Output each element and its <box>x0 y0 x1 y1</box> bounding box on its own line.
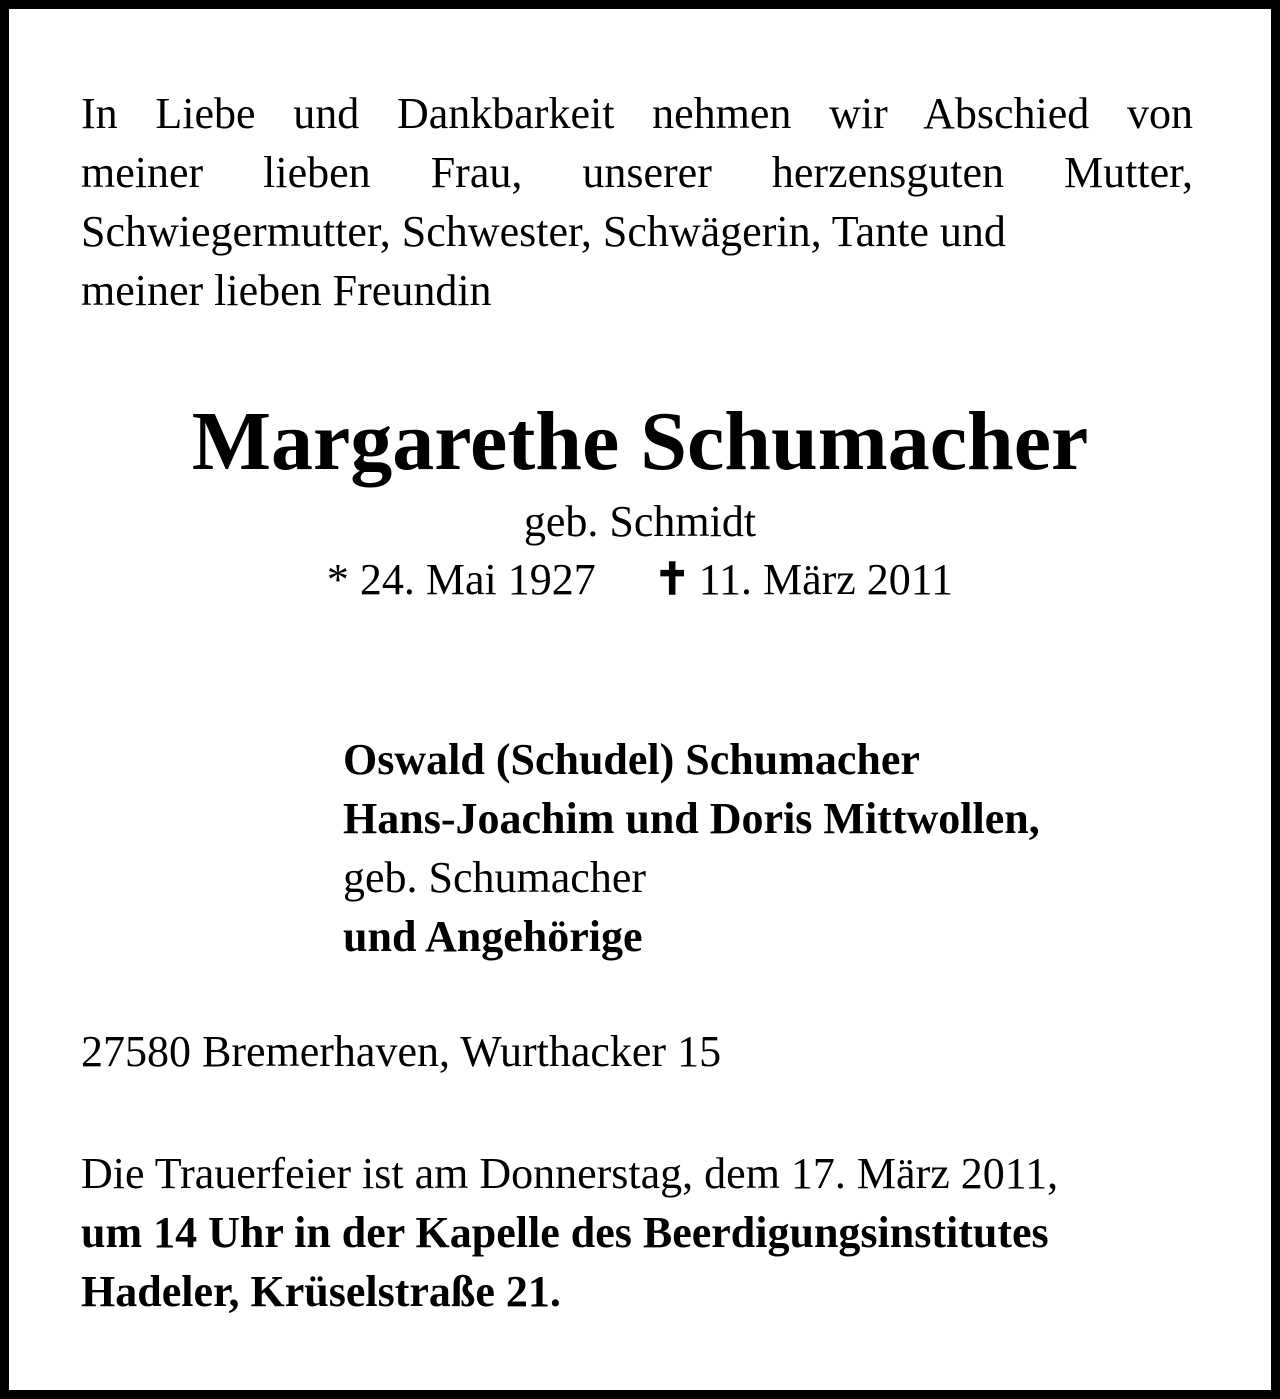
intro-line: meiner lieben Frau, unserer herzensguten Mutter, <box>81 148 1193 197</box>
intro-line: Schwiegermutter, Schwester, Schwägerin, Tante und <box>81 207 1006 256</box>
mourner-maiden-name: geb. Schumacher <box>343 853 646 902</box>
funeral-line: um 14 Uhr in der Kapelle des Beerdigungsinstitutes <box>81 1208 1049 1257</box>
deceased-name: Margarethe Schumacher <box>191 395 1089 488</box>
life-dates <box>0 552 1280 608</box>
mourner-name: Oswald (Schudel) Schumacher <box>343 735 920 784</box>
address: 27580 Bremerhaven, Wurthacker 15 <box>81 1027 722 1076</box>
funeral-info <box>81 1144 1201 1321</box>
mourners-list <box>343 730 1223 966</box>
funeral-line: Die Trauerfeier ist am Donnerstag, dem 17. März 2011, <box>81 1149 1059 1198</box>
mourner-name: Hans-Joachim und Doris Mittwollen, <box>343 794 1040 843</box>
birth-date: * 24. Mai 1927 <box>326 555 596 604</box>
intro-line: meiner lieben Freundin <box>81 266 492 315</box>
funeral-line: Hadeler, Krüselstraße 21. <box>81 1267 561 1316</box>
intro-text <box>81 84 1193 320</box>
maiden-name: geb. Schmidt <box>523 497 757 546</box>
intro-line: In Liebe und Dankbarkeit nehmen wir Abschied von <box>81 89 1193 138</box>
cross-icon: ✝ <box>653 555 691 604</box>
death-date: 11. März 2011 <box>698 555 954 604</box>
mourner-relatives: und Angehörige <box>343 912 643 961</box>
